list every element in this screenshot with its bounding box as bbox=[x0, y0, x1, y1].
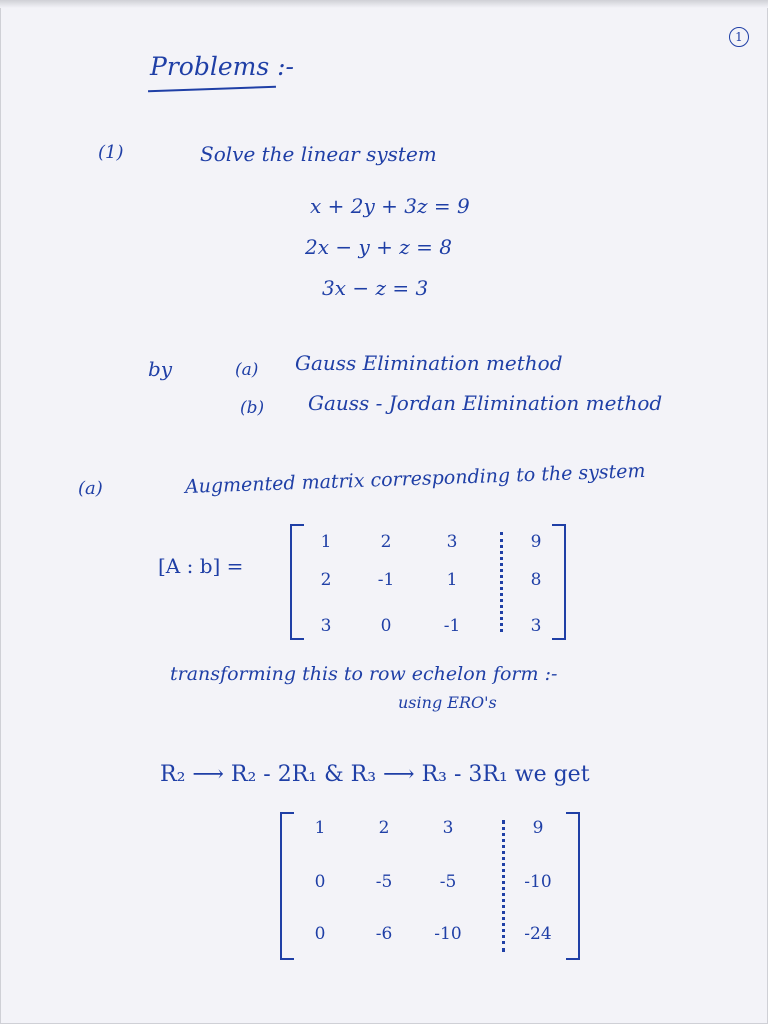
matrix-cell: 3 bbox=[530, 616, 542, 636]
matrix-cell: 0 bbox=[314, 924, 326, 944]
matrix-cell: 1 bbox=[446, 570, 458, 590]
matrix-cell: 0 bbox=[380, 616, 392, 636]
page-heading: Problems :- bbox=[150, 52, 294, 81]
row-reduced-matrix bbox=[280, 812, 580, 960]
part-a-text: Augmented matrix corresponding to the system bbox=[184, 459, 646, 498]
augment-separator bbox=[500, 532, 503, 632]
matrix-cell: 3 bbox=[446, 532, 458, 552]
matrix-right-bracket bbox=[552, 524, 566, 640]
matrix-cell: 8 bbox=[530, 570, 542, 590]
equation-2: 2x − y + z = 8 bbox=[305, 235, 452, 259]
option-a-label: (a) bbox=[235, 360, 259, 380]
matrix-left-bracket bbox=[280, 812, 294, 960]
matrix-cell: 1 bbox=[314, 818, 326, 838]
page-top-edge bbox=[0, 0, 768, 8]
matrix-cell: 2 bbox=[320, 570, 332, 590]
matrix-cell: -10 bbox=[434, 924, 462, 944]
option-b-text: Gauss - Jordan Elimination method bbox=[308, 391, 663, 415]
matrix-cell: -5 bbox=[375, 872, 393, 892]
matrix-cell: -24 bbox=[524, 924, 552, 944]
matrix-cell: -10 bbox=[524, 872, 552, 892]
matrix-cell: 2 bbox=[380, 532, 392, 552]
matrix-left-bracket bbox=[290, 524, 304, 640]
matrix-cell: -5 bbox=[439, 872, 457, 892]
matrix-cell: 3 bbox=[320, 616, 332, 636]
page-number: 1 bbox=[729, 27, 749, 47]
matrix-cell: 0 bbox=[314, 872, 326, 892]
augmented-matrix bbox=[290, 524, 566, 640]
equation-3: 3x − z = 3 bbox=[322, 276, 429, 300]
equation-1: x + 2y + 3z = 9 bbox=[310, 194, 470, 218]
matrix-cell: -1 bbox=[443, 616, 461, 636]
part-a-label: (a) bbox=[78, 478, 103, 499]
option-b-label: (b) bbox=[240, 398, 265, 418]
ero-operations: R₂ ⟶ R₂ - 2R₁ & R₃ ⟶ R₃ - 3R₁ we get bbox=[160, 762, 590, 787]
matrix-cell: 3 bbox=[442, 818, 454, 838]
question-intro: Solve the linear system bbox=[200, 142, 437, 166]
matrix-cell: 2 bbox=[378, 818, 390, 838]
matrix-cell: 9 bbox=[530, 532, 542, 552]
by-label: by bbox=[148, 357, 173, 381]
matrix-cell: 1 bbox=[320, 532, 332, 552]
using-ero-text: using ERO's bbox=[398, 693, 497, 712]
matrix-cell: -6 bbox=[375, 924, 393, 944]
transform-text: transforming this to row echelon form :- bbox=[170, 663, 558, 685]
option-a-text: Gauss Elimination method bbox=[295, 351, 563, 375]
heading-underline bbox=[148, 86, 276, 92]
question-number: (1) bbox=[98, 142, 124, 163]
augmented-matrix-label: [A : b] = bbox=[158, 554, 244, 578]
matrix-right-bracket bbox=[566, 812, 580, 960]
augment-separator bbox=[502, 820, 505, 952]
matrix-cell: 9 bbox=[532, 818, 544, 838]
matrix-cell: -1 bbox=[377, 570, 395, 590]
